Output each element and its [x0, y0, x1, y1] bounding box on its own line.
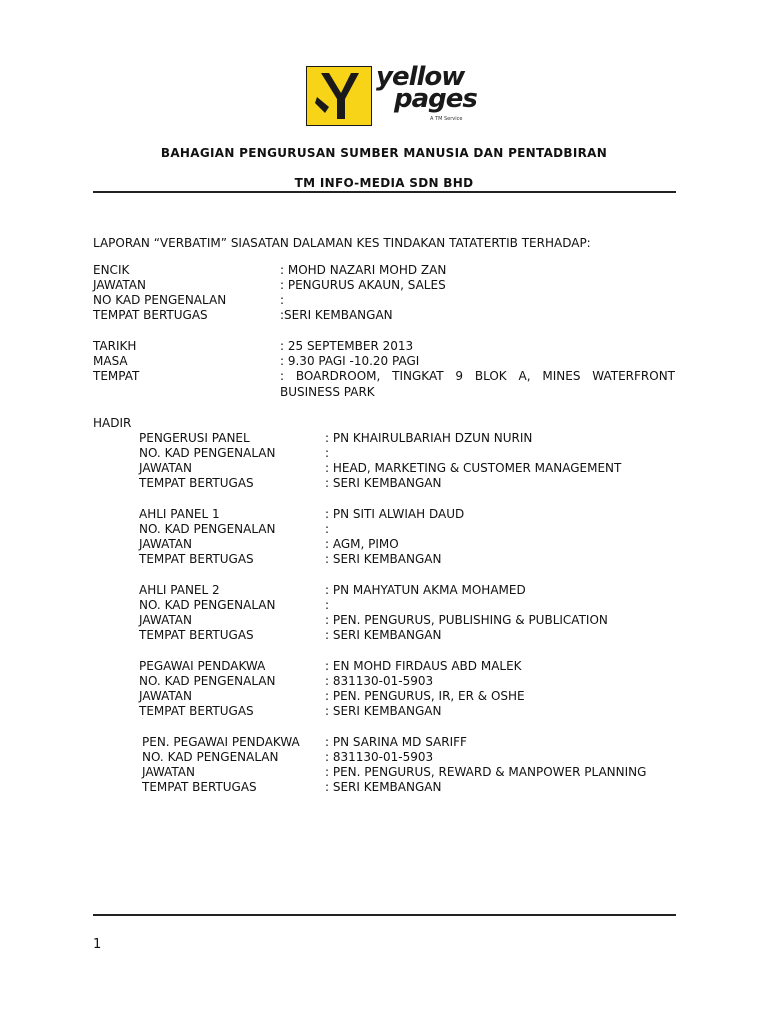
report-title: LAPORAN “VERBATIM” SIASATAN DALAMAN KES TINDAKAN TATATERTIB TERHADAP: [93, 236, 591, 250]
subject-label-ic: NO KAD PENGENALAN [93, 293, 227, 307]
logo-wordmark-yellow: yellow [376, 62, 465, 92]
attendee-value: : PEN. PENGURUS, PUBLISHING & PUBLICATION [325, 613, 608, 627]
attendee-value: : PN KHAIRULBARIAH DZUN NURIN [325, 431, 533, 445]
attendee-value: : SERI KEMBANGAN [325, 780, 442, 794]
subject-label-encik: ENCIK [93, 263, 130, 277]
attendance-heading: HADIR [93, 416, 132, 430]
session-label-tempat: TEMPAT [93, 369, 140, 383]
attendee-label: TEMPAT BERTUGAS [139, 552, 254, 566]
attendee-label: AHLI PANEL 1 [139, 507, 220, 521]
attendee-value: : [325, 446, 330, 460]
attendee-label: PENGERUSI PANEL [139, 431, 250, 445]
attendee-label: JAWATAN [139, 613, 192, 627]
page-number: 1 [93, 937, 102, 952]
logo-wordmark-pages: pages [394, 84, 477, 114]
attendee-label: PEGAWAI PENDAKWA [139, 659, 266, 673]
attendee-label: JAWATAN [139, 461, 192, 475]
session-value-tempat-line2: BUSINESS PARK [280, 385, 375, 399]
walking-fingers-icon [306, 66, 372, 126]
session-value-tempat-line1: : BOARDROOM, TINGKAT 9 BLOK A, MINES WATERFRONT [280, 369, 675, 383]
header-divider [93, 191, 676, 193]
attendee-value: : SERI KEMBANGAN [325, 628, 442, 642]
subject-value-jawatan: : PENGURUS AKAUN, SALES [280, 278, 446, 292]
attendee-label: TEMPAT BERTUGAS [139, 704, 254, 718]
session-label-tarikh: TARIKH [93, 339, 137, 353]
attendee-label: PEN. PEGAWAI PENDAKWA [142, 735, 300, 749]
attendee-value: : 831130-01-5903 [325, 750, 434, 764]
attendee-value: : SERI KEMBANGAN [325, 552, 442, 566]
session-value-tarikh: : 25 SEPTEMBER 2013 [280, 339, 414, 353]
attendee-label: TEMPAT BERTUGAS [139, 628, 254, 642]
attendee-label: TEMPAT BERTUGAS [142, 780, 257, 794]
attendee-value: : SERI KEMBANGAN [325, 704, 442, 718]
attendee-value: : PN MAHYATUN AKMA MOHAMED [325, 583, 526, 597]
attendee-label: JAWATAN [142, 765, 195, 779]
attendee-value: : HEAD, MARKETING & CUSTOMER MANAGEMENT [325, 461, 622, 475]
session-value-masa: : 9.30 PAGI -10.20 PAGI [280, 354, 420, 368]
attendee-value: : [325, 522, 330, 536]
subject-value-encik: : MOHD NAZARI MOHD ZAN [280, 263, 447, 277]
department-heading: BAHAGIAN PENGURUSAN SUMBER MANUSIA DAN PENTADBIRAN [160, 146, 608, 160]
attendee-value: : [325, 598, 330, 612]
attendee-label: NO. KAD PENGENALAN [139, 446, 276, 460]
attendee-value: : PEN. PENGURUS, IR, ER & OSHE [325, 689, 525, 703]
yellow-pages-logo [306, 62, 486, 128]
session-label-masa: MASA [93, 354, 128, 368]
attendee-label: JAWATAN [139, 537, 192, 551]
subject-label-jawatan: JAWATAN [93, 278, 146, 292]
attendee-label: NO. KAD PENGENALAN [139, 522, 276, 536]
logo-tagline: A TM Service [430, 116, 463, 122]
attendee-value: : PEN. PENGURUS, REWARD & MANPOWER PLANNING [325, 765, 647, 779]
attendee-label: AHLI PANEL 2 [139, 583, 220, 597]
attendee-value: : AGM, PIMO [325, 537, 399, 551]
attendee-label: JAWATAN [139, 689, 192, 703]
subject-value-tempat: :SERI KEMBANGAN [280, 308, 393, 322]
attendee-label: NO. KAD PENGENALAN [142, 750, 279, 764]
footer-divider [93, 914, 676, 916]
subject-value-ic: : [280, 293, 285, 307]
attendee-label: NO. KAD PENGENALAN [139, 598, 276, 612]
attendee-value: : SERI KEMBANGAN [325, 476, 442, 490]
attendee-value: : 831130-01-5903 [325, 674, 434, 688]
attendee-label: TEMPAT BERTUGAS [139, 476, 254, 490]
attendee-value: : PN SITI ALWIAH DAUD [325, 507, 465, 521]
attendee-label: NO. KAD PENGENALAN [139, 674, 276, 688]
attendee-value: : PN SARINA MD SARIFF [325, 735, 467, 749]
attendee-value: : EN MOHD FIRDAUS ABD MALEK [325, 659, 522, 673]
subject-label-tempat: TEMPAT BERTUGAS [93, 308, 208, 322]
company-heading: TM INFO-MEDIA SDN BHD [294, 176, 474, 190]
